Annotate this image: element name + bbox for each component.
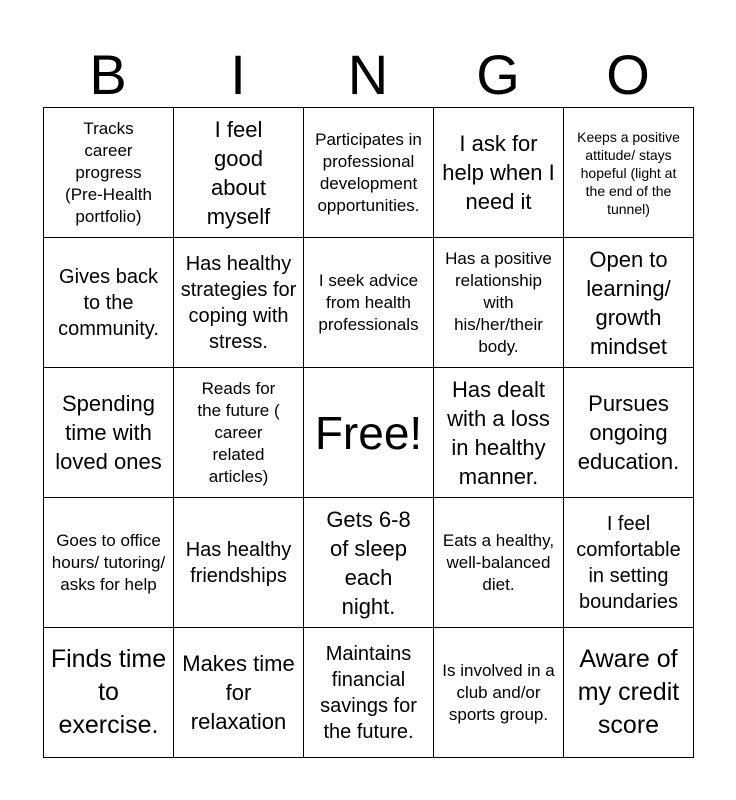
bingo-cell[interactable] [434, 368, 564, 498]
bingo-cell[interactable] [304, 108, 434, 238]
free-space-text: Free! [314, 406, 423, 459]
bingo-cell[interactable] [174, 628, 304, 758]
bingo-cell[interactable] [434, 108, 564, 238]
bingo-cell[interactable] [174, 108, 304, 238]
cell-text: Pursues ongoing education. [577, 391, 680, 474]
bingo-cell[interactable] [174, 498, 304, 628]
cell-text: Participates in professional development opportunities. [315, 129, 422, 215]
cell-text: I feel good about myself [206, 116, 271, 229]
cell-text: I ask for help when I need it [442, 131, 555, 214]
cell-text: Has healthy strategies for coping with stress. [180, 252, 297, 353]
bingo-cell[interactable] [434, 628, 564, 758]
cell-text: Aware of my credit score [577, 645, 680, 739]
bingo-header [43, 42, 693, 108]
cell-text: Maintains financial savings for the future. [320, 642, 417, 743]
bingo-board [43, 107, 694, 758]
cell-text: Reads for the future ( career related articles) [197, 378, 280, 486]
header-letter-o: O [606, 43, 650, 106]
bingo-cell[interactable] [564, 108, 694, 238]
bingo-cell[interactable] [44, 498, 174, 628]
bingo-cell[interactable] [434, 238, 564, 368]
header-letter-b: B [89, 43, 127, 106]
cell-text: Gives back to the community. [58, 265, 159, 340]
cell-text: Eats a healthy, well-balanced diet. [442, 530, 555, 594]
bingo-cell[interactable] [434, 498, 564, 628]
cell-text: Is involved in a club and/or sports group. [442, 660, 555, 724]
cell-text: Has dealt with a loss in healthy manner. [447, 376, 550, 489]
cell-text: Has a positive relationship with his/her/their body. [445, 248, 552, 356]
header-letter-i: I [230, 43, 246, 106]
header-letter-n: N [347, 43, 389, 106]
cell-text: Gets 6-8 of sleep each night. [326, 506, 411, 619]
cell-text: I feel comfortable in setting boundaries [576, 512, 681, 613]
cell-text: Goes to office hours/ tutoring/ asks for help [51, 530, 166, 594]
bingo-cell[interactable] [44, 368, 174, 498]
cell-text: Finds time to exercise. [50, 645, 167, 739]
bingo-cell[interactable] [564, 628, 694, 758]
cell-text: Keeps a positive attitude/ stays hopeful (light at the end of the tunnel) [577, 128, 680, 217]
bingo-cell[interactable] [44, 108, 174, 238]
bingo-cell[interactable] [174, 368, 304, 498]
header-letter-g: G [476, 43, 520, 106]
bingo-cell[interactable] [564, 238, 694, 368]
cell-text: Tracks career progress (Pre-Health portfolio) [65, 118, 152, 226]
bingo-cell[interactable] [304, 498, 434, 628]
cell-text: Makes time for relaxation [182, 651, 295, 734]
bingo-cell[interactable] [564, 498, 694, 628]
bingo-cell[interactable] [44, 238, 174, 368]
cell-text: Open to learning/ growth mindset [586, 246, 671, 359]
bingo-cell[interactable] [304, 628, 434, 758]
bingo-cell[interactable] [44, 628, 174, 758]
cell-text: Has healthy friendships [185, 538, 292, 587]
bingo-cell[interactable] [304, 238, 434, 368]
bingo-cell[interactable] [174, 238, 304, 368]
bingo-cell[interactable] [564, 368, 694, 498]
cell-text: Spending time with loved ones [55, 391, 162, 474]
cell-text: I seek advice from health professionals [318, 270, 419, 334]
free-space[interactable] [304, 368, 434, 498]
